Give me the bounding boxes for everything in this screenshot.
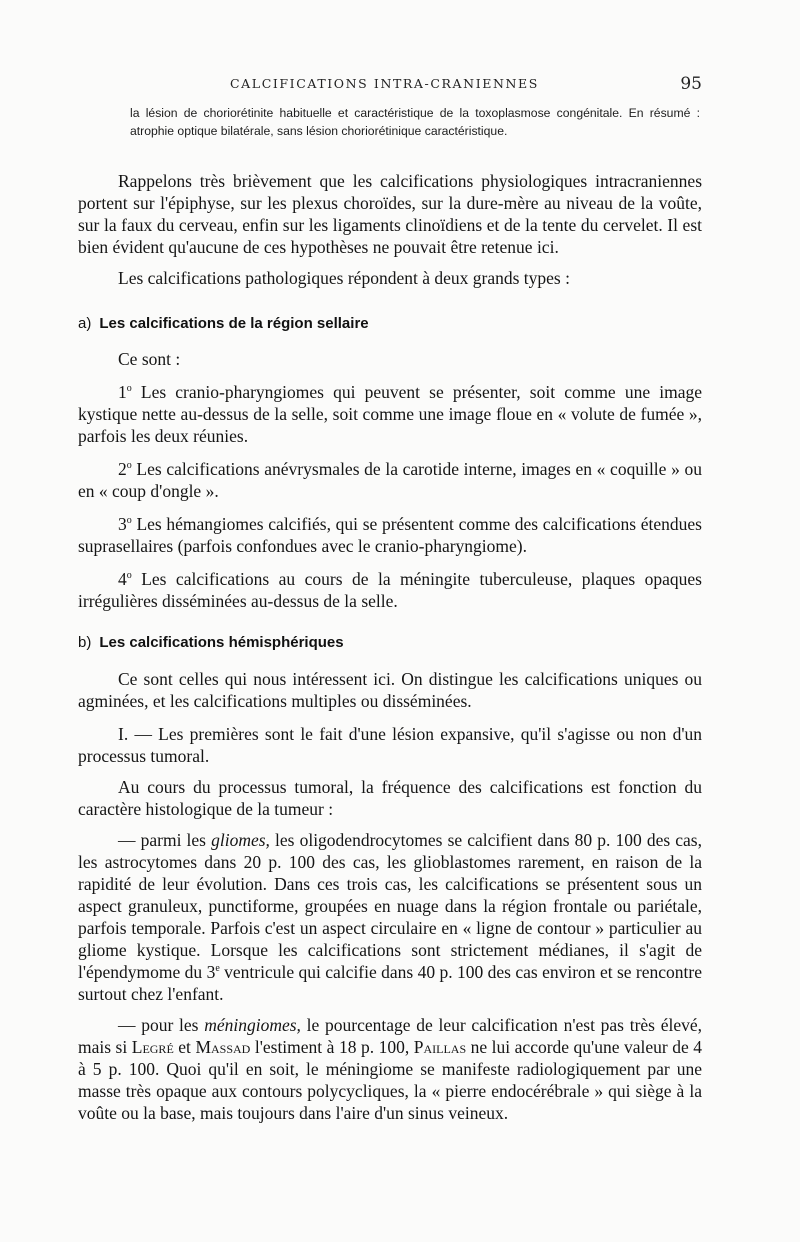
text-run: les oligodendrocytomes se calcifient dans 80 p. 100 des cas, les astrocytomes dans 20 p. 100 des cas, les glioblastomes rarement, en raison de la rapidité de leur évolution. Dans ces trois cas, les calcifications se présentent sous un aspect granuleux, punctiforme, groupées en nuage dans la région frontale ou pariétale, parfois temporale. Parfois c'est un aspect circulaire en « ligne de contour » particulier au gliome kystique. Lorsque les calcifications sont strictement médianes, il s'agit de l'épendymome du 3 bbox=[78, 830, 702, 982]
list-item-2 bbox=[78, 458, 702, 502]
text-run: — pour les bbox=[118, 1015, 205, 1035]
section-b-paragraph-1: Ce sont celles qui nous intéressent ici. On distingue les calcifications uniques ou agminées, et les calcifications multiples ou disséminées. bbox=[78, 669, 702, 711]
page-number: 95 bbox=[680, 74, 702, 94]
running-title: CALCIFICATIONS INTRA-CRANIENNES bbox=[230, 76, 539, 91]
gliomes-paragraph bbox=[78, 829, 702, 1005]
text-run: ne lui accorde qu'une valeur de 4 à 5 p. 100. Quoi qu'il en soit, le méningiome se manifeste radiologiquement par une masse très opaque aux contours polycycliques, la « pierre endocérébrale » qui siège à la voûte ou la base, mais toujours dans l'aire d'un sinus veineux. bbox=[78, 1037, 702, 1123]
degree-sign: o bbox=[126, 460, 132, 472]
section-letter: b) bbox=[78, 634, 92, 651]
text-run: ventricule qui calcifie dans 40 p. 100 des cas environ et se rencontre surtout chez l'enfant. bbox=[78, 962, 703, 1004]
page-header bbox=[78, 74, 702, 96]
list-item-3 bbox=[78, 513, 702, 557]
item-text: Les cranio-pharyngiomes qui peuvent se présenter, soit comme une image kystique nette au-dessus de la selle, soit comme une image floue en « volute de fumée », parfois les deux réunies. bbox=[78, 382, 702, 446]
meningiomes-paragraph bbox=[78, 1014, 702, 1124]
author-name: Paillas bbox=[413, 1037, 467, 1057]
author-name: Legré bbox=[131, 1037, 174, 1057]
degree-sign: o bbox=[126, 515, 132, 527]
section-heading-b bbox=[78, 632, 702, 654]
item-number: 1 bbox=[118, 382, 127, 402]
degree-sign: o bbox=[126, 570, 132, 582]
continued-note: la lésion de choriorétinite habituelle et caractéristique de la toxoplasmose congénitale. En résumé : atrophie optique bilatérale, sans lésion choriorétinique caractéristique. bbox=[130, 106, 700, 138]
item-number: 2 bbox=[118, 459, 127, 479]
superscript: e bbox=[215, 963, 220, 975]
list-item-1 bbox=[78, 381, 702, 447]
section-b-paragraph-2: I. — Les premières sont le fait d'une lésion expansive, qu'il s'agisse ou non d'un processus tumoral. bbox=[78, 724, 702, 766]
author-name: Massad bbox=[195, 1037, 251, 1057]
emphasis: gliomes, bbox=[211, 830, 270, 850]
item-text: Les calcifications anévrysmales de la carotide interne, images en « coquille » ou en « coup d'ongle ». bbox=[78, 459, 702, 501]
main-text bbox=[78, 170, 702, 1124]
section-letter: a) bbox=[78, 315, 92, 332]
text-run: le pourcentage de leur calcification n'est pas très élevé, mais si bbox=[78, 1015, 702, 1057]
section-b-paragraph-3: Au cours du processus tumoral, la fréquence des calcifications est fonction du caractère histologique de la tumeur : bbox=[78, 777, 702, 819]
section-title: Les calcifications de la région sellaire bbox=[99, 315, 369, 332]
text-run: et bbox=[173, 1037, 196, 1057]
item-text: Les calcifications au cours de la méningite tuberculeuse, plaques opaques irrégulières disséminées au-dessus de la selle. bbox=[78, 569, 702, 611]
intro-paragraph: Rappelons très brièvement que les calcifications physiologiques intracraniennes portent sur l'épiphyse, sur les plexus choroïdes, sur la dure-mère au niveau de la voûte, sur la faux du cerveau, enfin sur les ligaments clinoïdiens et de la tente du cervelet. Il est bien évident qu'aucune de ces hypothèses ne pouvait être retenue ici. bbox=[78, 171, 702, 257]
degree-sign: o bbox=[126, 383, 132, 395]
text-run: l'estiment à 18 p. 100, bbox=[250, 1037, 414, 1057]
section-a-lead: Ce sont : bbox=[118, 349, 181, 369]
item-number: 4 bbox=[118, 569, 127, 589]
section-heading-a bbox=[78, 313, 702, 335]
item-text: Les hémangiomes calcifiés, qui se présentent comme des calcifications étendues suprasellaires (parfois confondues avec le cranio-pharyngiome). bbox=[78, 514, 702, 556]
intro-paragraph-types: Les calcifications pathologiques répondent à deux grands types : bbox=[118, 268, 570, 288]
section-title: Les calcifications hémisphériques bbox=[99, 634, 344, 651]
text-run: — parmi les bbox=[118, 830, 212, 850]
emphasis: méningiomes, bbox=[204, 1015, 301, 1035]
list-item-4 bbox=[78, 568, 702, 612]
item-number: 3 bbox=[118, 514, 127, 534]
